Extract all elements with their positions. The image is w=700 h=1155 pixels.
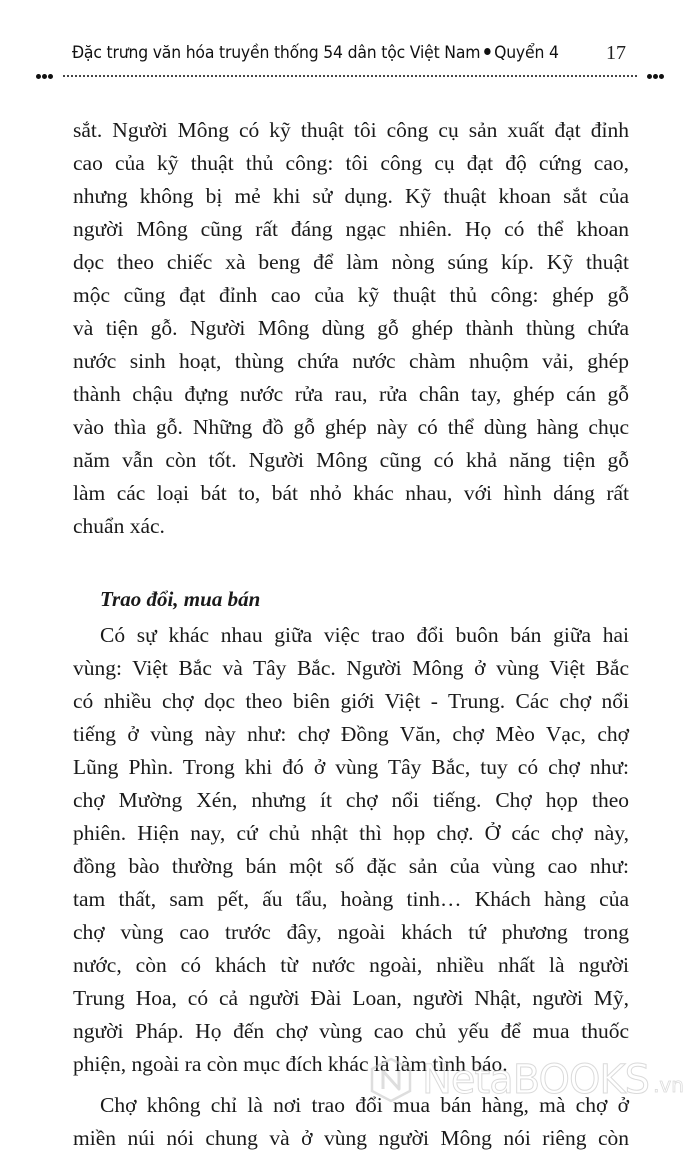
text-line: phiên. Hiện nay, cứ chủ nhật thì họp chợ. Ở các chợ này, — [73, 821, 629, 845]
text-line: thành chậu đựng nước rửa rau, rửa chân tay, ghép cán gỗ — [73, 382, 629, 406]
text-line: sắt. Người Mông có kỹ thuật tôi công cụ sản xuất đạt đỉnh — [73, 118, 629, 142]
text-line: nhưng không bị mẻ khi sử dụng. Kỹ thuật khoan sắt của — [73, 184, 629, 208]
text-line: Lũng Phìn. Trong khi đó ở vùng Tây Bắc, tuy có chợ như: — [73, 755, 629, 779]
dotted-divider — [63, 75, 637, 77]
text-line: năm vẫn còn tốt. Người Mông cũng có khả năng tiện gỗ — [73, 448, 629, 472]
text-line: Chợ không chỉ là nơi trao đổi mua bán hàng, mà chợ ở — [100, 1093, 629, 1117]
separator-dot-icon — [484, 48, 490, 55]
text-line: tam thất, sam pết, ấu tẩu, hoàng tinh… Khách hàng của — [73, 887, 629, 911]
text-line: chợ Mường Xén, nhưng ít chợ nổi tiếng. Chợ họp theo — [73, 788, 629, 812]
text-line: miền núi nói chung và ở vùng người Mông nói riêng còn — [73, 1126, 629, 1150]
text-line: nước, còn có khách từ nước ngoài, nhiều nhất là người — [73, 953, 629, 977]
running-header — [0, 0, 700, 90]
text-line: và tiện gỗ. Người Mông dùng gỗ ghép thành thùng chứa — [73, 316, 629, 340]
header-dotted-rule — [36, 73, 664, 79]
watermark-brand: NetaBOOKS — [422, 1057, 650, 1103]
text-line: chợ vùng cao trước đây, ngoài khách tứ phương trong — [73, 920, 629, 944]
text-line: vùng: Việt Bắc và Tây Bắc. Người Mông ở vùng Việt Bắc — [73, 656, 629, 680]
bullet-ornament-right-icon — [647, 74, 664, 79]
text-line: phiện, ngoài ra còn mục đích khác là làm tình báo. — [73, 1052, 508, 1076]
paragraph-woodwork — [73, 114, 629, 543]
text-line: Có sự khác nhau giữa việc trao đổi buôn bán giữa hai — [100, 623, 629, 647]
book-title-main: Đặc trưng văn hóa truyền thống 54 dân tộc Việt Nam — [72, 43, 481, 63]
text-line: nước sinh hoạt, thùng chứa nước chàm nhuộm vải, ghép — [73, 349, 629, 373]
paragraph-gap — [73, 1081, 629, 1089]
text-line: người Mông cũng rất đáng ngạc nhiên. Họ có thể khoan — [73, 217, 629, 241]
bullet-ornament-left-icon — [36, 74, 53, 79]
section-heading: Trao đổi, mua bán — [100, 587, 261, 611]
book-volume: Quyển 4 — [494, 43, 559, 63]
text-line: cao của kỹ thuật thủ công: tôi công cụ đạt độ cứng cao, — [73, 151, 629, 175]
text-line: chuẩn xác. — [73, 514, 165, 538]
text-line: làm các loại bát to, bát nhỏ khác nhau, với hình dáng rất — [73, 481, 629, 505]
text-line: người Pháp. Họ đến chợ vùng cao chủ yếu để mua thuốc — [73, 1019, 629, 1043]
watermark-suffix: .vn — [653, 1073, 684, 1097]
page-body — [73, 114, 629, 1155]
text-line: đồng bào thường bán một số đặc sản của vùng cao như: — [73, 854, 629, 878]
book-title — [72, 43, 559, 63]
page-number: 17 — [606, 42, 626, 64]
text-line: vào thìa gỗ. Những đồ gỗ ghép này có thể dùng hàng chục — [73, 415, 629, 439]
text-line: mộc cũng đạt đỉnh cao của kỹ thuật thủ công: ghép gỗ — [73, 283, 629, 307]
paragraph-markets — [73, 619, 629, 1081]
text-line: Trung Hoa, có cả người Đài Loan, người Nhật, người Mỹ, — [73, 986, 629, 1010]
text-line: tiếng ở vùng này như: chợ Đồng Văn, chợ Mèo Vạc, chợ — [73, 722, 629, 746]
text-line: có nhiều chợ dọc theo biên giới Việt - Trung. Các chợ nổi — [73, 689, 629, 713]
paragraph-market-role — [73, 1089, 629, 1155]
text-line: dọc theo chiếc xà beng để làm nòng súng kíp. Kỹ thuật — [73, 250, 629, 274]
